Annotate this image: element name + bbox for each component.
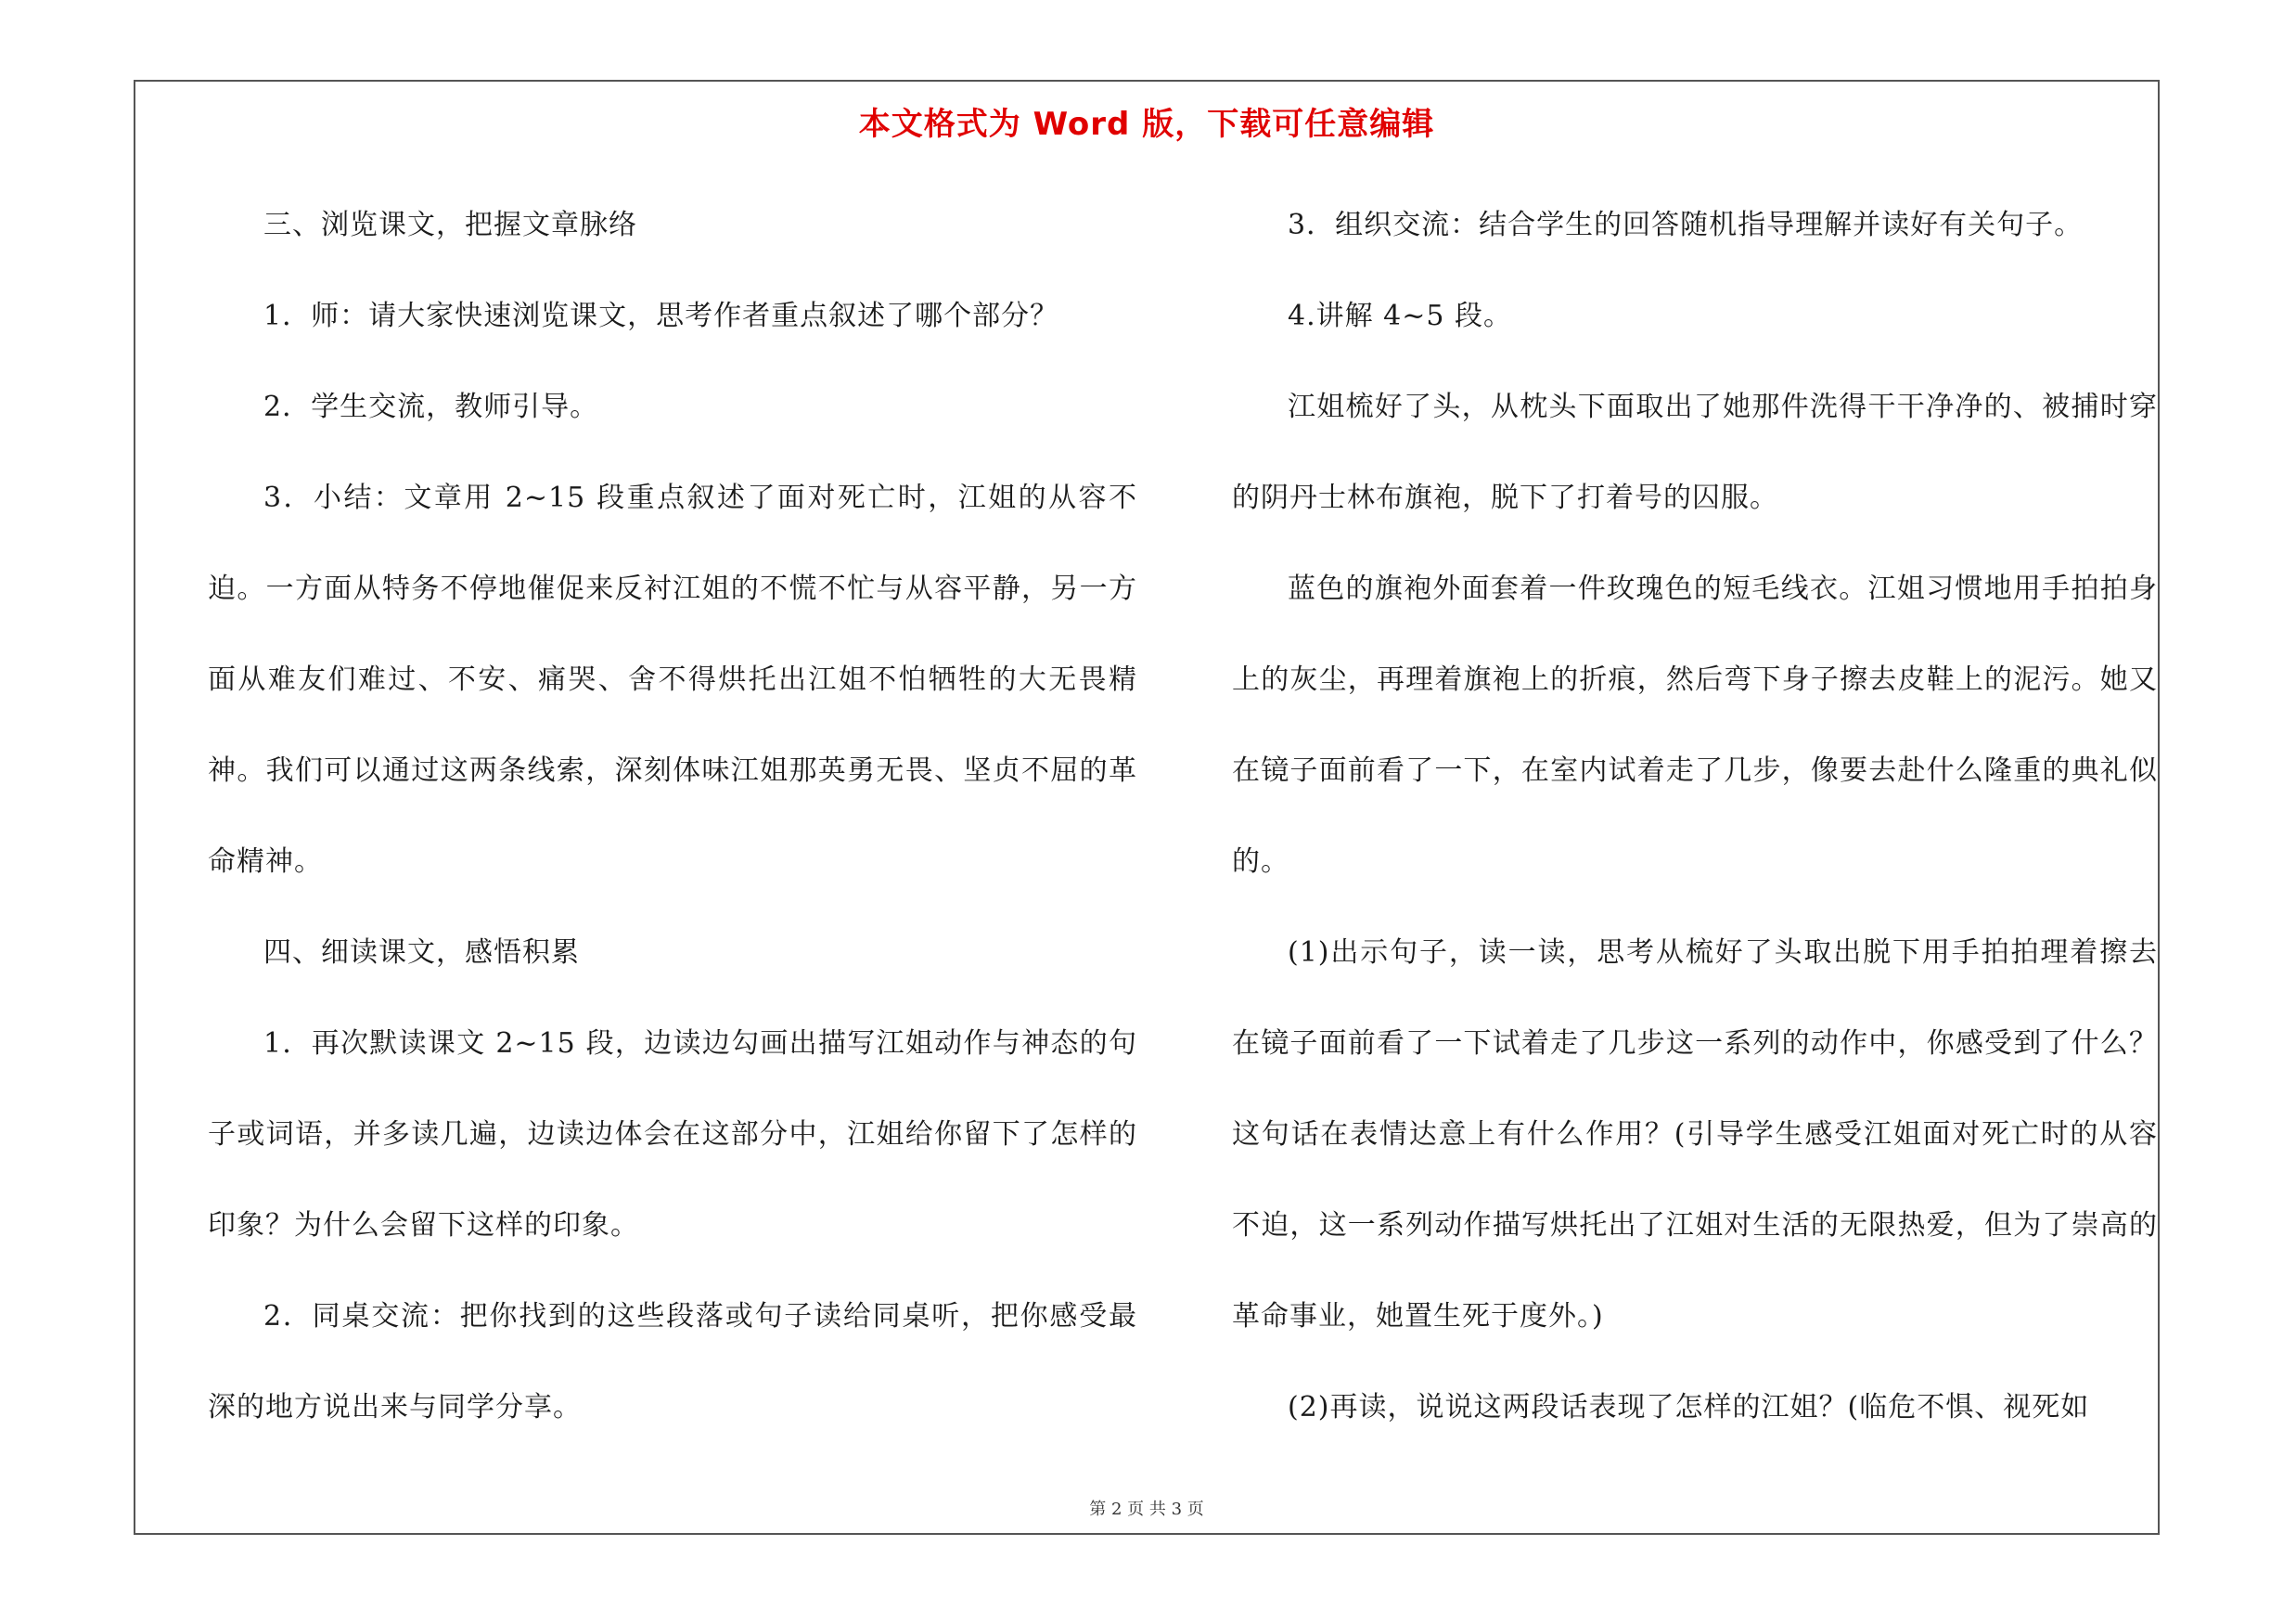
header-banner: 本文格式为 Word 版，下载可任意编辑 — [858, 106, 1435, 143]
paragraph: 三、浏览课文，把握文章脉络 — [263, 209, 637, 241]
paragraph: 2．学生交流，教师引导。 — [263, 391, 599, 423]
page-frame — [134, 80, 2160, 1535]
paragraph: (2)再读，说说这两段话表现了怎样的江姐？(临危不惧、视死如 — [1288, 1391, 2090, 1423]
left-column — [208, 180, 1137, 1453]
page-number: 第 2 页 共 3 页 — [1089, 1500, 1204, 1519]
right-column — [1232, 180, 2158, 1453]
paragraph: 3．小结：文章用 2~15 段重点叙述了面对死亡时，江姐的从容不迫。一方面从特务不停地催促来反衬江姐的不慌不忙与从容平静，另一方面从难友们难过、不安、痛哭、舍不得烘托出江姐不怕牺牲的大无畏精神。我们可以通过这两条线索，深刻体味江姐那英勇无畏、坚贞不屈的革命精神。 — [208, 482, 1137, 878]
paragraph: 四、细读课文，感悟积累 — [263, 936, 580, 969]
paragraph: 3．组织交流：结合学生的回答随机指导理解并读好有关句子。 — [1288, 209, 2084, 241]
paragraph: 1．师：请大家快速浏览课文，思考作者重点叙述了哪个部分？ — [263, 300, 1059, 332]
paragraph: 江姐梳好了头，从枕头下面取出了她那件洗得干干净净的、被捕时穿的阴丹士林布旗袍，脱下了打着号的囚服。 — [1232, 391, 2158, 514]
paragraph: 2．同桌交流：把你找到的这些段落或句子读给同桌听，把你感受最深的地方说出来与同学分享。 — [208, 1300, 1137, 1423]
paragraph: 1．再次默读课文 2~15 段，边读边勾画出描写江姐动作与神态的句子或词语，并多读几遍，边读边体会在这部分中，江姐给你留下了怎样的印象？为什么会留下这样的印象。 — [208, 1027, 1137, 1242]
paragraph: 4.讲解 4~5 段。 — [1288, 300, 1513, 332]
paragraph: (1)出示句子，读一读，思考从梳好了头取出脱下用手拍拍理着擦去在镜子面前看了一下试着走了几步这一系列的动作中，你感受到了什么？这句话在表情达意上有什么作用？(引导学生感受江姐面对死亡时的从容不迫，这一系列动作描写烘托出了江姐对生活的无限热爱，但为了崇高的革命事业，她置生死于度外。) — [1232, 936, 2158, 1333]
paragraph: 蓝色的旗袍外面套着一件玫瑰色的短毛线衣。江姐习惯地用手拍拍身上的灰尘，再理着旗袍上的折痕，然后弯下身子擦去皮鞋上的泥污。她又在镜子面前看了一下，在室内试着走了几步，像要去赴什么隆重的典礼似的。 — [1232, 573, 2158, 878]
